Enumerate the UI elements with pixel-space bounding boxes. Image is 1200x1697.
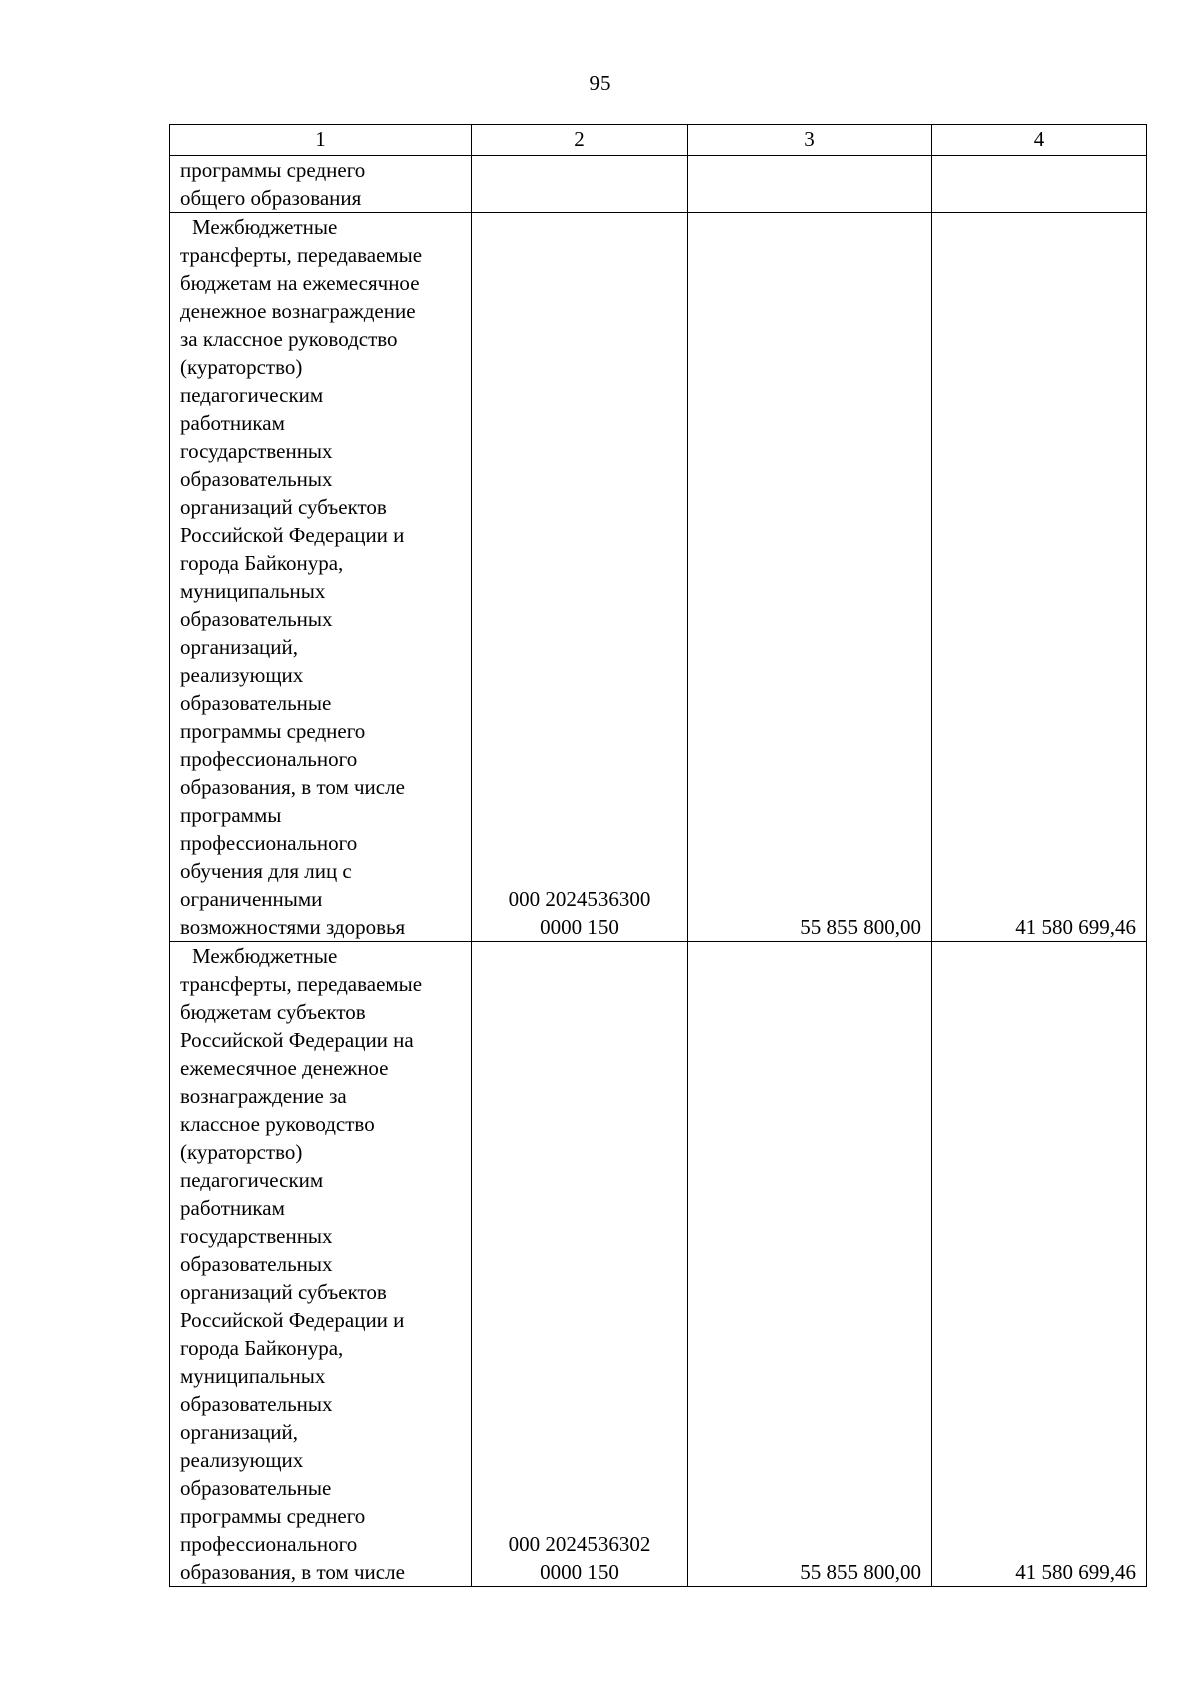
row-code [472, 156, 688, 213]
row-description-first-line: Межбюджетные [192, 215, 338, 239]
page-number: 95 [589, 71, 611, 95]
row-value-col4 [932, 156, 1147, 213]
row-description: программы среднего общего образования [170, 156, 472, 213]
budget-table [169, 124, 1147, 1587]
column-header-4: 4 [932, 125, 1147, 156]
row-description-rest: трансферты, передаваемые бюджетам на ежемесячное денежное вознаграждение за классное руководство (кураторство) педагогическим работникам государственных образовательных организаций субъектов Российской Федерации и города Байконура, муниципальных образовательных организаций, реализующих образовательные программы среднего профессионального образования, в том числе программы профессионального обучения для лиц с ограниченными возможностями здоровья [180, 243, 423, 939]
row-description [170, 942, 472, 1587]
row-code: 000 2024536302 0000 150 [472, 942, 688, 1587]
table-header-row [170, 125, 1147, 156]
column-header-1: 1 [170, 125, 472, 156]
table-row [170, 213, 1147, 942]
row-value-col3: 55 855 800,00 [688, 942, 932, 1587]
row-description-rest: трансферты, передаваемые бюджетам субъектов Российской Федерации на ежемесячное денежное вознаграждение за классное руководство (кураторство) педагогическим работникам государственных образовательных организаций субъектов Российской Федерации и города Байконура, муниципальных образовательных организаций, реализующих образовательные программы среднего профессионального образования, в том числе [180, 972, 423, 1584]
table-row [170, 156, 1147, 213]
row-value-col4: 41 580 699,46 [932, 213, 1147, 942]
column-header-3: 3 [688, 125, 932, 156]
row-description-first-line: Межбюджетные [192, 944, 338, 968]
column-header-2: 2 [472, 125, 688, 156]
row-code: 000 2024536300 0000 150 [472, 213, 688, 942]
row-value-col4: 41 580 699,46 [932, 942, 1147, 1587]
table-row [170, 942, 1147, 1587]
row-value-col3 [688, 156, 932, 213]
row-description [170, 213, 472, 942]
row-value-col3: 55 855 800,00 [688, 213, 932, 942]
